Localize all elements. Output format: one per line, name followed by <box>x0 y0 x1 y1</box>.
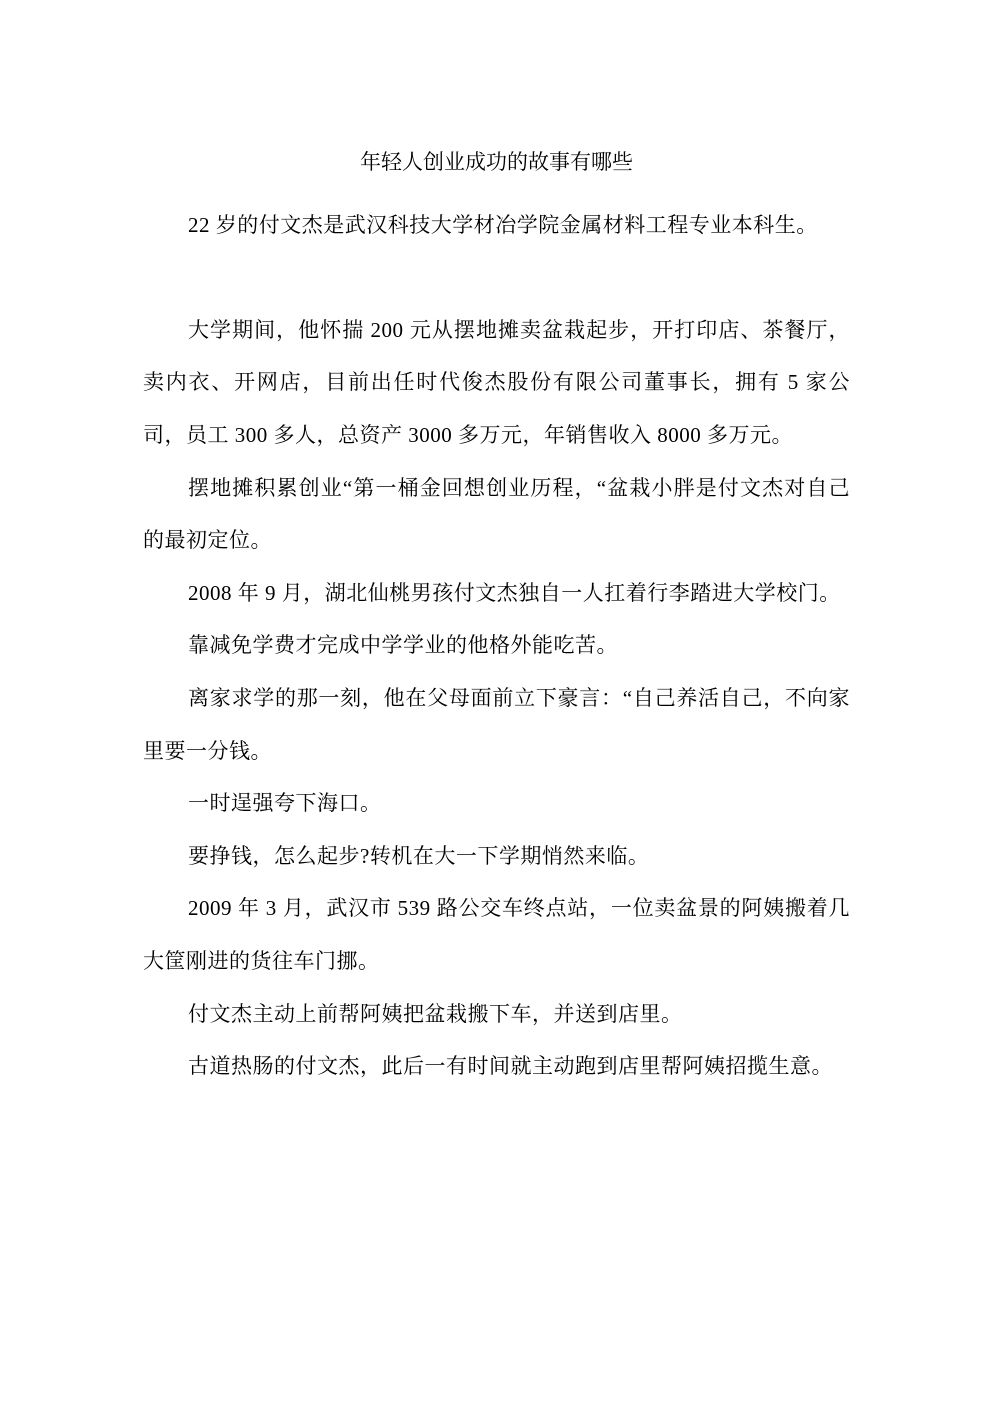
paragraph: 摆地摊积累创业“第一桶金回想创业历程，“盆栽小胖是付文杰对自己的最初定位。 <box>143 475 850 553</box>
paragraph: 22 岁的付文杰是武汉科技大学材冶学院金属材料工程专业本科生。 <box>188 212 818 237</box>
paragraph: 靠减免学费才完成中学学业的他格外能吃苦。 <box>188 633 618 658</box>
paragraph: 付文杰主动上前帮阿姨把盆栽搬下车，并送到店里。 <box>188 1001 683 1026</box>
document-body <box>143 199 850 1093</box>
blank-line <box>143 251 850 304</box>
paragraph: 2008 年 9 月，湖北仙桃男孩付文杰独自一人扛着行李踏进大学校门。 <box>188 580 841 605</box>
paragraph: 2009 年 3 月，武汉市 539 路公交车终点站，一位卖盆景的阿姨搬着几大筐刚进的货往车门挪。 <box>143 896 850 973</box>
paragraph: 要挣钱，怎么起步?转机在大一下学期悄然来临。 <box>188 843 650 868</box>
paragraph: 大学期间，他怀揣 200 元从摆地摊卖盆栽起步，开打印店、茶餐厅，卖内衣、开网店，目前出任时代俊杰股份有限公司董事长，拥有 5 家公司，员工 300 多人，总资产 3000 多万元，年销售收入 8000 多万元。 <box>143 317 850 447</box>
document-title: 年轻人创业成功的故事有哪些 <box>360 150 633 174</box>
paragraph: 古道热肠的付文杰，此后一有时间就主动跑到店里帮阿姨招揽生意。 <box>188 1054 833 1079</box>
paragraph: 离家求学的那一刻，他在父母面前立下豪言：“自己养活自己，不向家里要一分钱。 <box>143 685 850 763</box>
paragraph: 一时逞强夸下海口。 <box>188 791 382 816</box>
